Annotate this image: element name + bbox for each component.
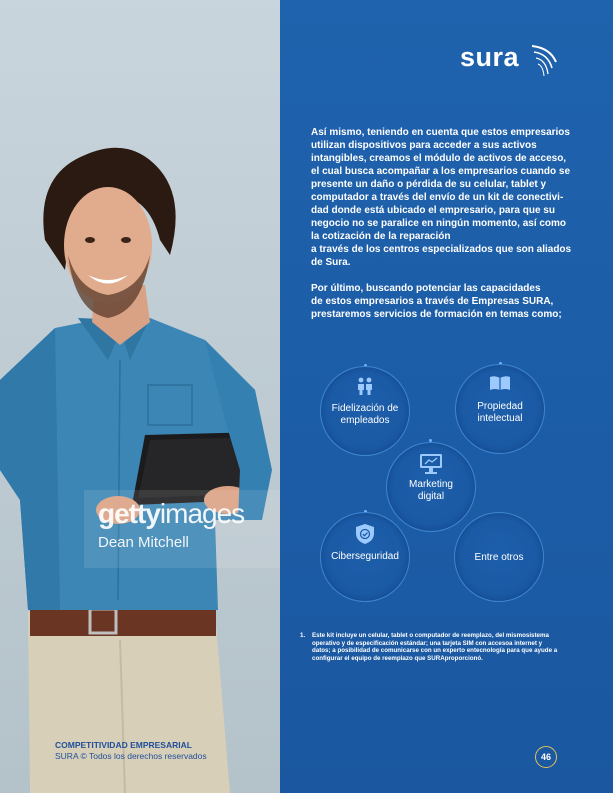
footnote <box>300 632 562 662</box>
service-label <box>321 403 409 427</box>
body-line: la cotización de la reparación <box>311 231 451 242</box>
photo-illustration <box>0 0 280 793</box>
footnote-line: sistema operativo y de especificación estándar; una tarjeta SIM con acceso <box>312 632 549 647</box>
service-label <box>456 401 544 425</box>
service-circle-entre-otros <box>454 512 544 602</box>
service-label-line: Propiedad <box>477 401 523 412</box>
book-icon <box>489 375 511 391</box>
shield-check-icon <box>355 523 375 545</box>
service-label-line: Ciberseguridad <box>331 551 399 562</box>
sura-logo-swoosh-icon <box>530 42 560 78</box>
people-icon <box>355 377 375 395</box>
body-line: dad donde está ubicado el empresario, para que su <box>311 205 555 216</box>
body-line: prestaremos servicios de formación en temas como; <box>311 309 562 320</box>
monitor-icon <box>419 453 443 475</box>
body-line: de Sura. <box>311 257 351 268</box>
service-circle-marketing-digital <box>386 442 476 532</box>
footer-section-title: COMPETITIVIDAD EMPRESARIAL <box>55 740 192 750</box>
paragraph-activos-de-acceso <box>311 126 572 269</box>
footnote-line: Este kit incluye un celular, tablet o computador de reemplazo, del mismo <box>312 632 526 639</box>
footnote-line: a internet y datos; a posibilidad de comunicarse con un experto en <box>312 639 543 655</box>
service-label <box>455 552 543 564</box>
getty-images-watermark <box>84 490 280 568</box>
body-line: Por último, buscando potenciar las capacidades <box>311 283 541 294</box>
service-label <box>387 479 475 503</box>
service-label-line: intelectual <box>477 413 523 424</box>
watermark-brand-bold: getty <box>98 498 160 529</box>
sura-logo-word: sura <box>460 42 520 72</box>
body-line: de estos empresarios a través de Empresas SURA, <box>311 296 554 307</box>
service-label <box>321 551 409 563</box>
service-label-line: empleados <box>340 415 390 426</box>
service-circle-ciberseguridad <box>320 512 410 602</box>
service-label-line: Entre otros <box>474 552 524 563</box>
footer-credits <box>55 740 207 762</box>
sura-logo <box>460 42 560 82</box>
body-text <box>311 126 572 321</box>
body-line: utilizan dispositivos para acceder a sus activos <box>311 140 537 151</box>
service-circle-propiedad-intelectual <box>455 364 545 454</box>
paragraph-formacion <box>311 282 562 321</box>
body-line: Así mismo, teniendo en cuenta que estos empresarios <box>311 127 570 138</box>
footnote-line: tecnología para que ayude a configurar el equipo de reemplazo que SURA <box>312 647 558 662</box>
body-line: computador a través del envío de un kit de conectivi- <box>311 192 564 203</box>
watermark-brand-thin: images <box>159 498 245 529</box>
body-line: el cual busca acompañar a los empresarios cuando se <box>311 166 570 177</box>
footnote-number: 1. <box>300 632 306 639</box>
footnote-line: proporcionó. <box>444 654 483 662</box>
body-line: negocio no se paralice en ningún momento, así como <box>311 218 567 229</box>
footnote-text <box>312 632 562 662</box>
service-label-line: Fidelización de <box>331 403 399 414</box>
service-label-line: Marketing <box>409 479 453 490</box>
watermark-brand <box>98 498 244 530</box>
stock-photo-man-with-tablet <box>0 0 280 793</box>
body-line: intangibles, creamos el módulo de activos de acceso, <box>311 153 567 164</box>
service-circle-fidelizacion <box>320 366 410 456</box>
watermark-credit: Dean Mitchell <box>98 534 189 551</box>
body-line: a través de los centros especializados que son aliados <box>311 244 572 255</box>
service-label-line: digital <box>417 491 445 502</box>
footer-copyright: SURA © Todos los derechos reservados <box>55 751 207 761</box>
page-number: 46 <box>535 746 557 768</box>
body-line: presente un daño o pérdida de su celular, tablet y <box>311 179 547 190</box>
